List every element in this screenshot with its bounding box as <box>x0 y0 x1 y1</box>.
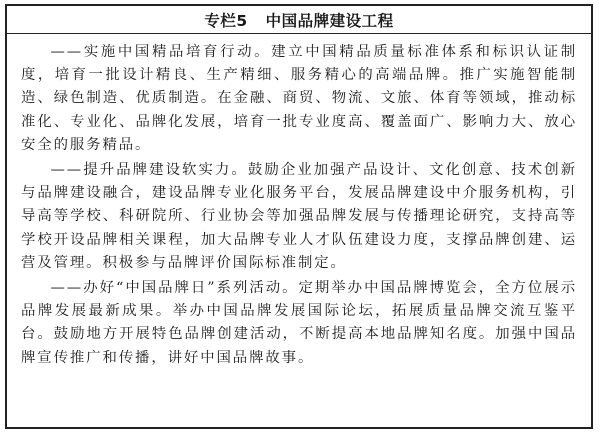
column-box <box>5 4 593 429</box>
box-label: 专栏5 <box>204 11 248 30</box>
paragraph-brand-day: ——办好“中国品牌日”系列活动。定期举办中国品牌博览会，全方位展示品牌发展最新成果。举办中国品牌发展国际论坛，拓展质量品牌交流互鉴平台。鼓励地方开展特色品牌创建活动，不断提高本地品牌知名度。加强中国品牌宣传推广和传播，讲好中国品牌故事。 <box>21 280 577 366</box>
paragraph-quality-brands: ——实施中国精品培育行动。建立中国精品质量标准体系和标识认证制度，培育一批设计精良、生产精细、服务精心的高端品牌。推广实施智能制造、绿色制造、优质制造。在金融、商贸、物流、文旅、体育等领域，推动标准化、专业化、品牌化发展，培育一批专业度高、覆盖面广、影响力大、放心安全的服务精品。 <box>21 44 577 153</box>
box-body <box>7 34 591 370</box>
box-title-bar <box>7 6 591 34</box>
paragraph-soft-power: ——提升品牌建设软实力。鼓励企业加强产品设计、文化创意、技术创新与品牌建设融合，建设品牌专业化服务平台，发展品牌建设中介服务机构，引导高等学校、科研院所、行业协会等加强品牌发展与传播理论研究，支持高等学校开设品牌相关课程，加大品牌专业人才队伍建设力度，支撑品牌创建、运营及管理。积极参与品牌评价国际标准制定。 <box>21 162 577 271</box>
box-title: 中国品牌建设工程 <box>265 11 394 30</box>
